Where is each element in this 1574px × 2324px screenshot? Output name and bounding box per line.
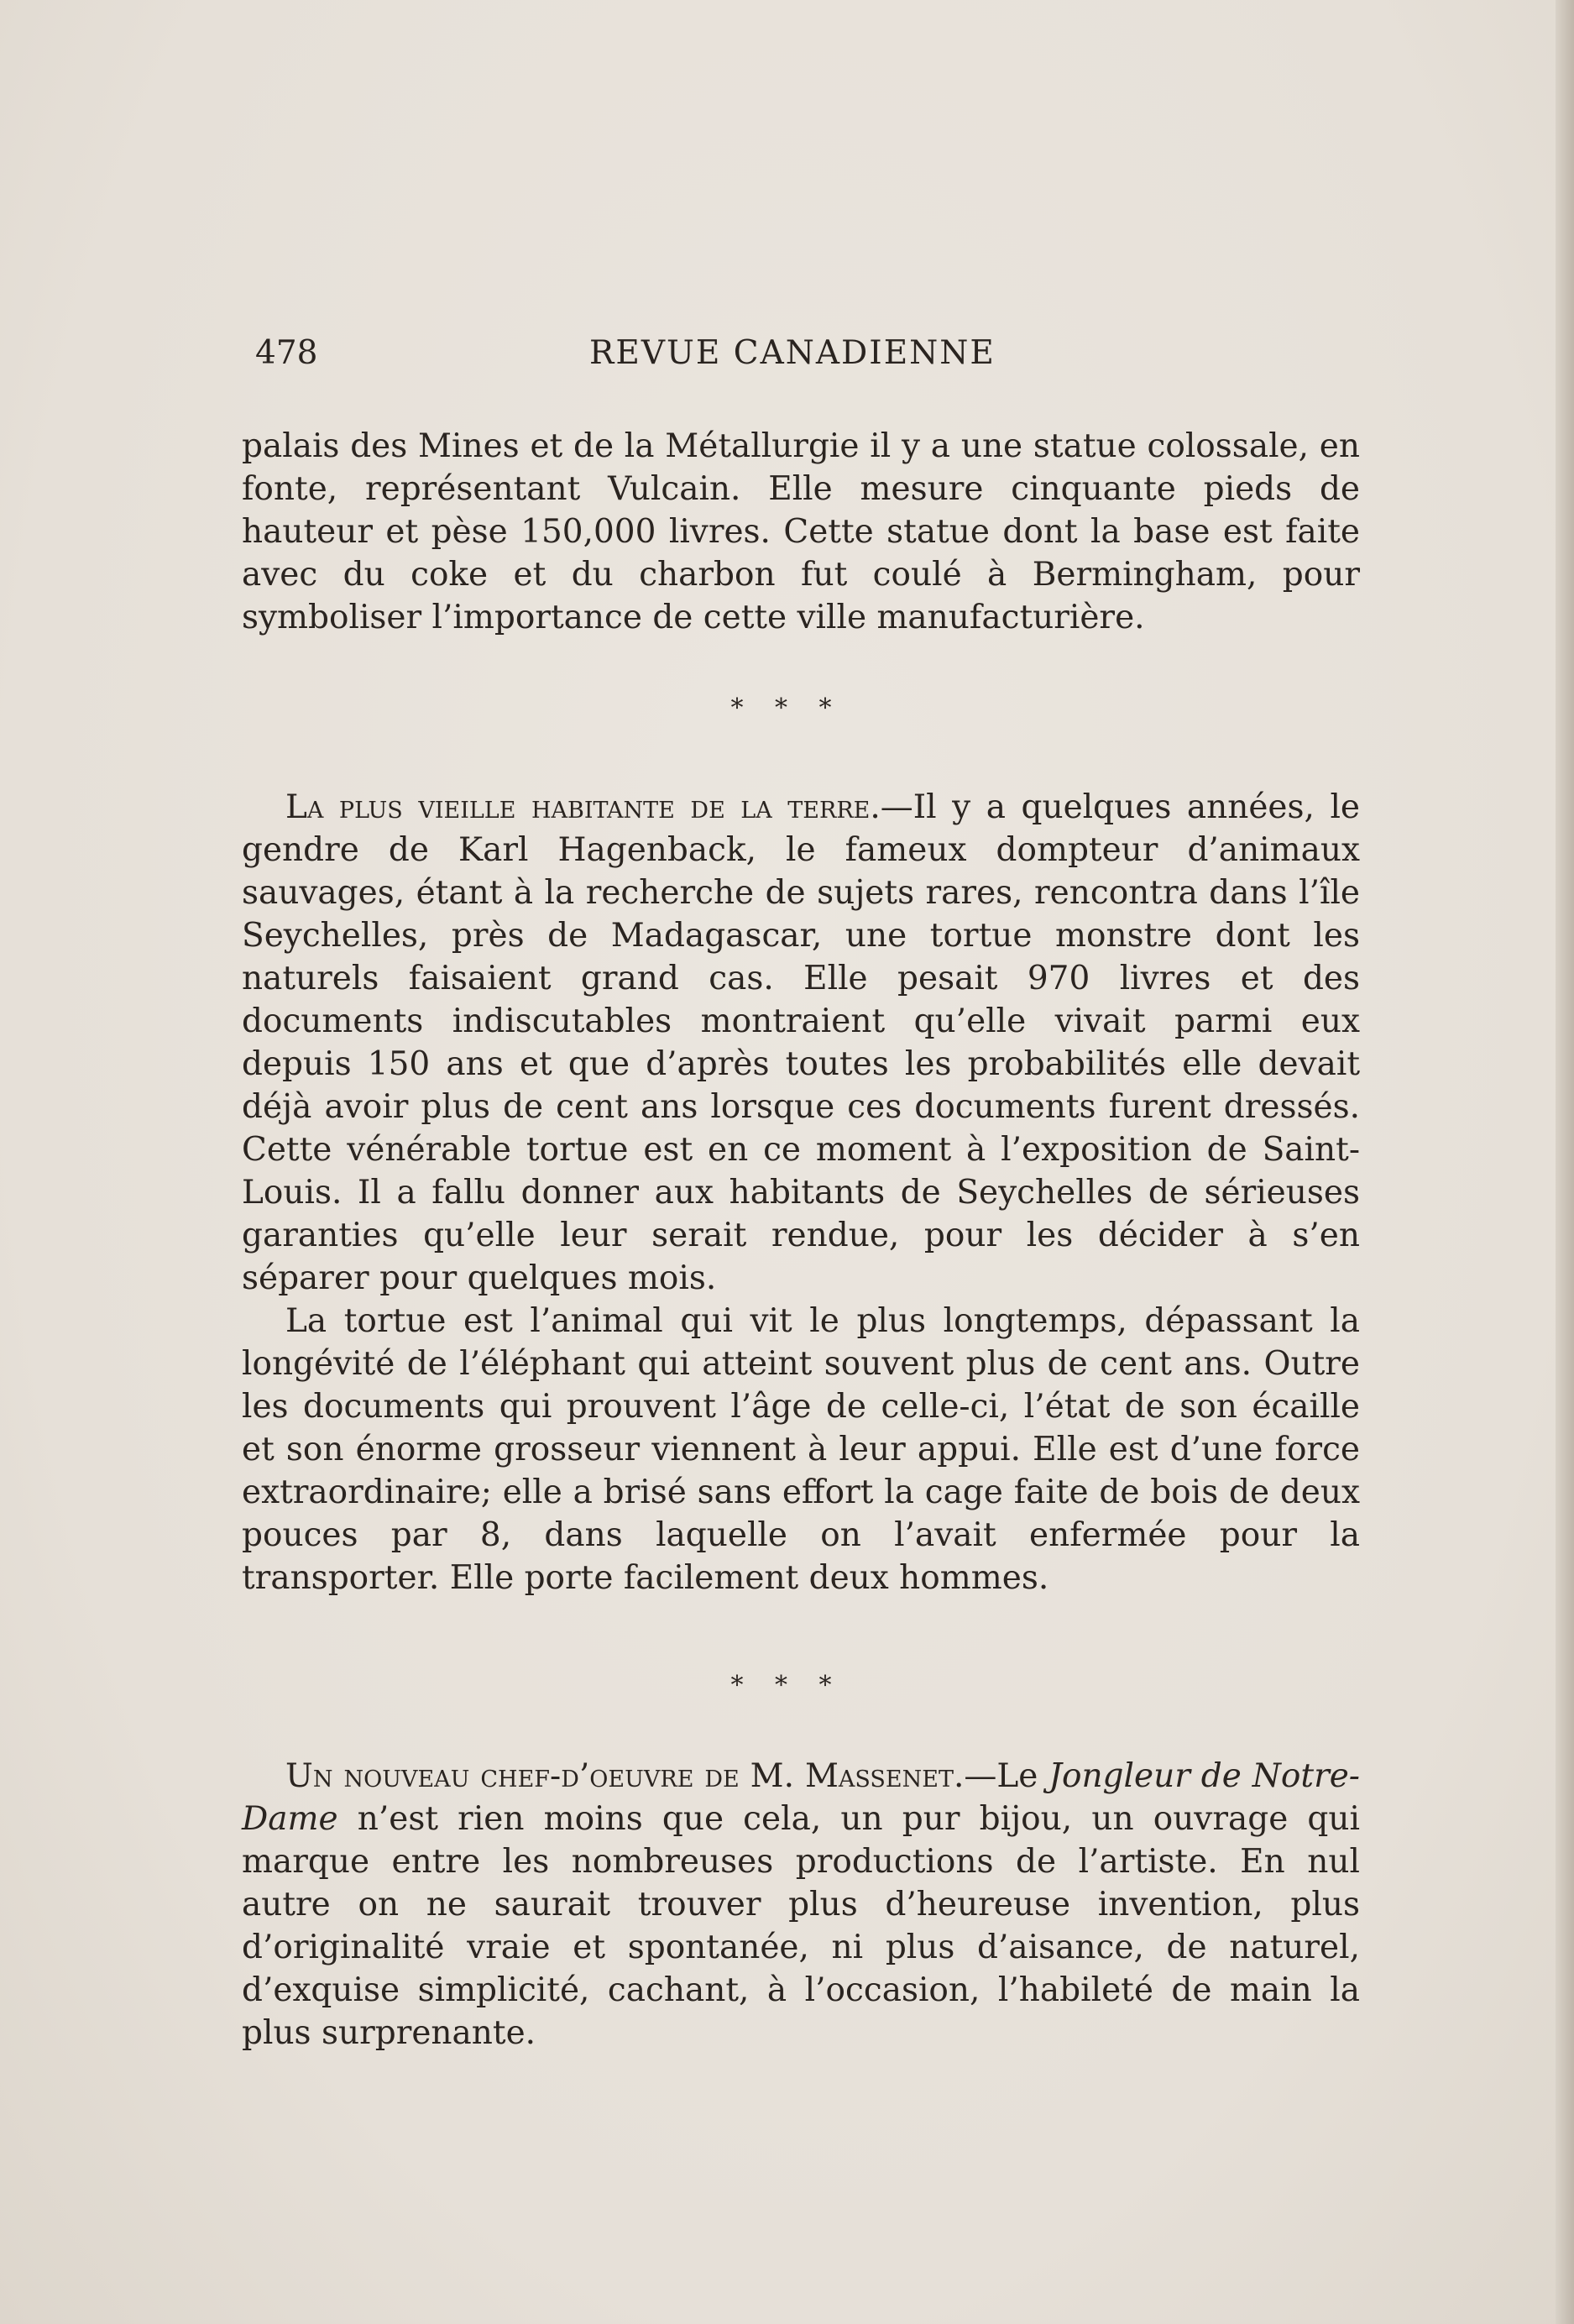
page-edge-shadow [1556,0,1574,2324]
page-header [255,334,1061,385]
paragraph [242,786,1360,1300]
article-block-3 [242,1755,1360,2054]
paragraph [242,1755,1360,2054]
work-title: Jongleur de Notre-Dame [242,1757,1360,1838]
paragraph: palais des Mines et de la Métallurgie il y a une statue colossale, en fonte, représentant Vulcain. Elle mesure cinquante pieds de hauteur et pèse 150,000 livres. Cette statue dont la base est faite avec du coke et du charbon fut coulé à Bermingham, pour symboliser l’importance de cette ville manufacturière. [242,427,1360,636]
section-separator: * * * [730,694,844,723]
running-title: REVUE CANADIENNE [589,334,996,372]
section-heading: Un nouveau chef-d’oeuvre de M. Massenet. [285,1757,965,1795]
section-separator: * * * [730,1671,844,1700]
article-block-1 [242,425,1360,639]
article-block-2 [242,786,1360,1599]
paragraph-text: —Il y a quelques années, le gendre de Karl Hagenback, le fameux dompteur d’animaux sauvages, étant à la recherche de sujets rares, rencontra dans l’île Seychelles, près de Madagascar, une tortue monstre dont les naturels faisaient grand cas. Elle pesait 970 livres et des documents indiscutables montraient qu’elle vivait parmi eux depuis 150 ans et que d’après toutes les probabilités elle devait déjà avoir plus de cent ans lorsque ces documents furent dressés. Cette vénérable tortue est en ce moment à l’exposition de Saint-Louis. Il a fallu donner aux habitants de Seychelles de sérieuses garanties qu’elle leur serait rendue, pour les décider à s’en séparer pour quelques mois. [242,788,1361,1297]
heading-dash: —Le [964,1757,1049,1795]
paragraph: La tortue est l’animal qui vit le plus longtemps, dépassant la longévité de l’éléphant qui atteint souvent plus de cent ans. Outre les documents qui prouvent l’âge de celle-ci, l’état de son écaille et son énorme grosseur viennent à leur appui. Elle est d’une force extraordinaire; elle a brisé sans effort la cage faite de bois de deux pouces par 8, dans laquelle on l’avait enfermée pour la transporter. Elle porte facilement deux hommes. [242,1302,1360,1597]
page-number: 478 [255,334,318,372]
section-heading: La plus vieille habitante de la terre. [285,788,881,826]
paragraph-text: n’est rien moins que cela, un pur bijou, un ouvrage qui marque entre les nombreuses productions de l’artiste. En nul autre on ne saurait trouver plus d’heureuse invention, plus d’originalité vraie et spontanée, ni plus d’aisance, de naturel, d’exquise simplicité, cachant, à l’occasion, l’habileté de main la plus surprenante. [242,1800,1360,2052]
